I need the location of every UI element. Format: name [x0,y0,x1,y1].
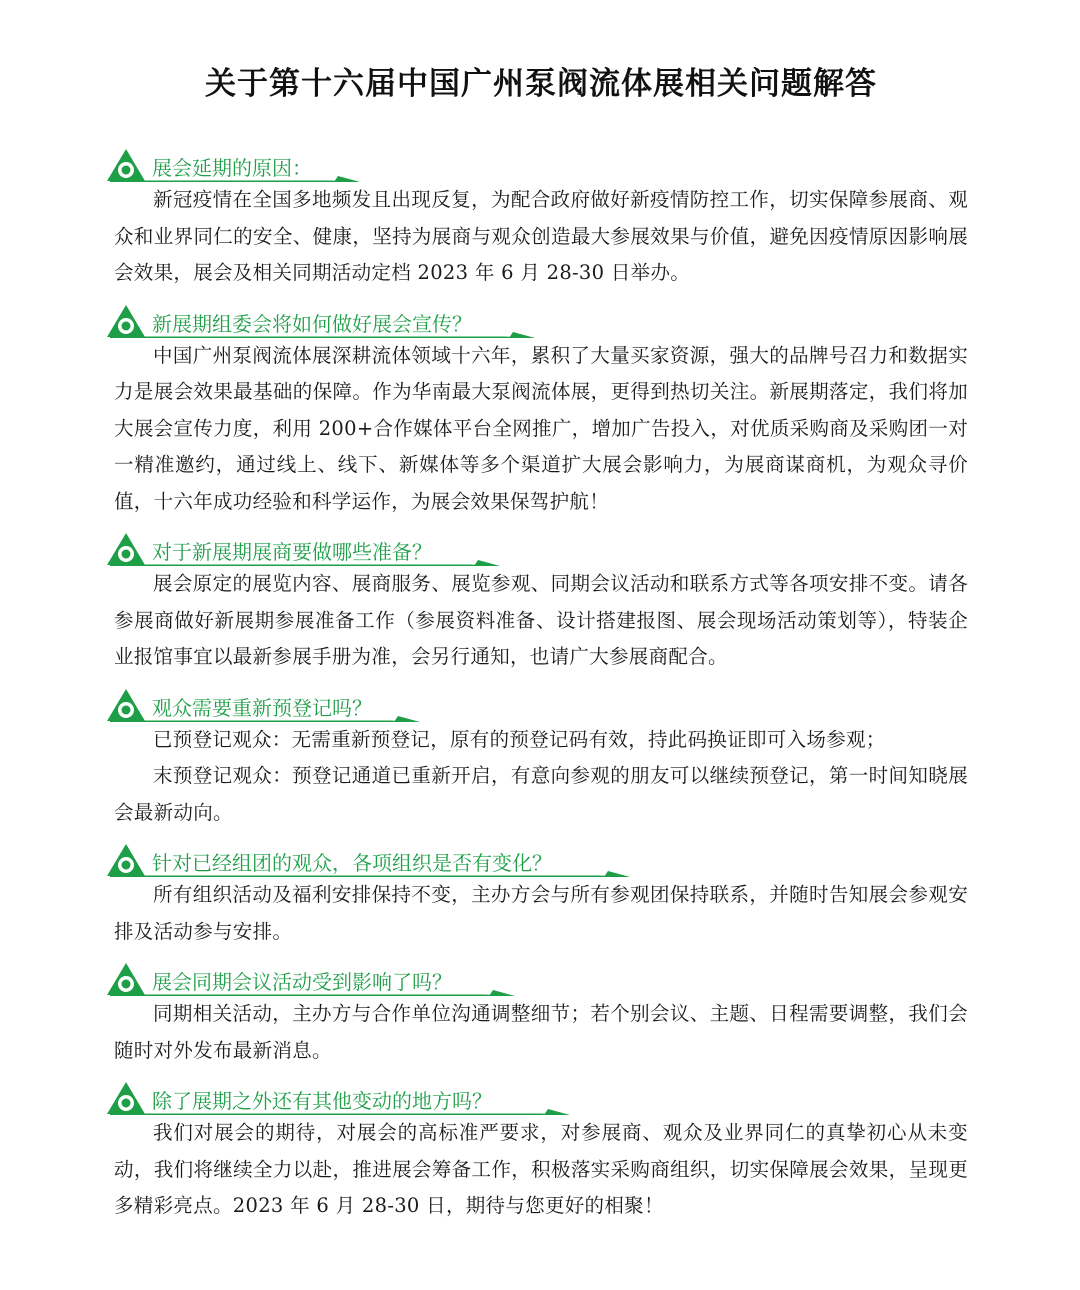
faq-section [114,843,968,950]
section-heading-text: 针对已经组团的观众，各项组织是否有变化？ [152,851,552,875]
section-heading-text: 对于新展期展商要做哪些准备？ [152,540,432,564]
faq-section [114,688,968,832]
section-paragraph: 已预登记观众：无需重新预登记，原有的预登记码有效，持此码换证即可入场参观； [153,727,886,751]
document-title: 关于第十六届中国广州泵阀流体展相关问题解答 [205,66,877,102]
section-paragraph: 中国广州泵阀流体展深耕流体领域十六年，累积了大量买家资源，强大的品牌号召力和数据实力是展会效果最基础的保障。作为华南最大泵阀流体展，更得到热切关注。新展期落定，我们将加大展会宣传力度，利用 200+合作媒体平台全网推广，增加广告投入，对优质采购商及采购团一对一精准邀约，通过线上、线下、新媒体等多个渠道扩大展会影响力，为展商谋商机，为观众寻价值，十六年成功经验和科学运作，为展会效果保驾护航！ [114,343,968,513]
section-heading-text: 观众需要重新预登记吗？ [152,695,372,720]
section-paragraph: 同期相关活动，主办方与合作单位沟通调整细节；若个别会议、主题、日程需要调整，我们会随时对外发布最新消息。 [114,1002,968,1062]
section-heading [106,1081,968,1115]
faq-sections [114,148,968,1225]
section-heading [106,962,968,996]
section-heading [106,304,968,338]
faq-section [114,532,968,676]
section-heading-text: 展会延期的原因： [152,156,312,180]
faq-section [114,304,968,521]
section-heading [106,843,968,877]
section-heading-text: 展会同期会议活动受到影响了吗？ [152,970,452,994]
faq-section [114,148,968,292]
section-paragraph: 新冠疫情在全国多地频发且出现反复，为配合政府做好新疫情防控工作，切实保障参展商、观众和业界同仁的安全、健康，坚持为展商与观众创造最大参展效果与价值，避免因疫情原因影响展会效果，展会及相关同期活动定档 2023 年 6 月 28-30 日举办。 [114,188,968,284]
faq-section [114,1081,968,1225]
section-paragraph: 所有组织活动及福利安排保持不变，主办方会与所有参观团保持联系，并随时告知展会参观安排及活动参与安排。 [114,883,968,943]
section-paragraph: 展会原定的展览内容、展商服务、展览参观、同期会议活动和联系方式等各项安排不变。请各参展商做好新展期参展准备工作（参展资料准备、设计搭建报图、展会现场活动策划等），特装企业报馆事宜以最新参展手册为准，会另行通知，也请广大参展商配合。 [114,572,968,668]
section-heading-text: 新展期组委会将如何做好展会宣传？ [152,311,472,336]
faq-section [114,962,968,1069]
section-paragraph: 我们对展会的期待，对展会的高标准严要求，对参展商、观众及业界同仁的真挚初心从未变动，我们将继续全力以赴，推进展会筹备工作，积极落实采购商组织，切实保障展会效果，呈现更多精彩亮点。2023 年 6 月 28-30 日，期待与您更好的相聚！ [114,1121,968,1217]
section-heading [106,148,968,182]
section-heading [106,532,968,566]
section-heading-text: 除了展期之外还有其他变动的地方吗？ [152,1089,492,1113]
section-paragraph: 末预登记观众：预登记通道已重新开启，有意向参观的朋友可以继续预登记，第一时间知晓展会最新动向。 [114,764,968,824]
section-heading [106,688,968,722]
